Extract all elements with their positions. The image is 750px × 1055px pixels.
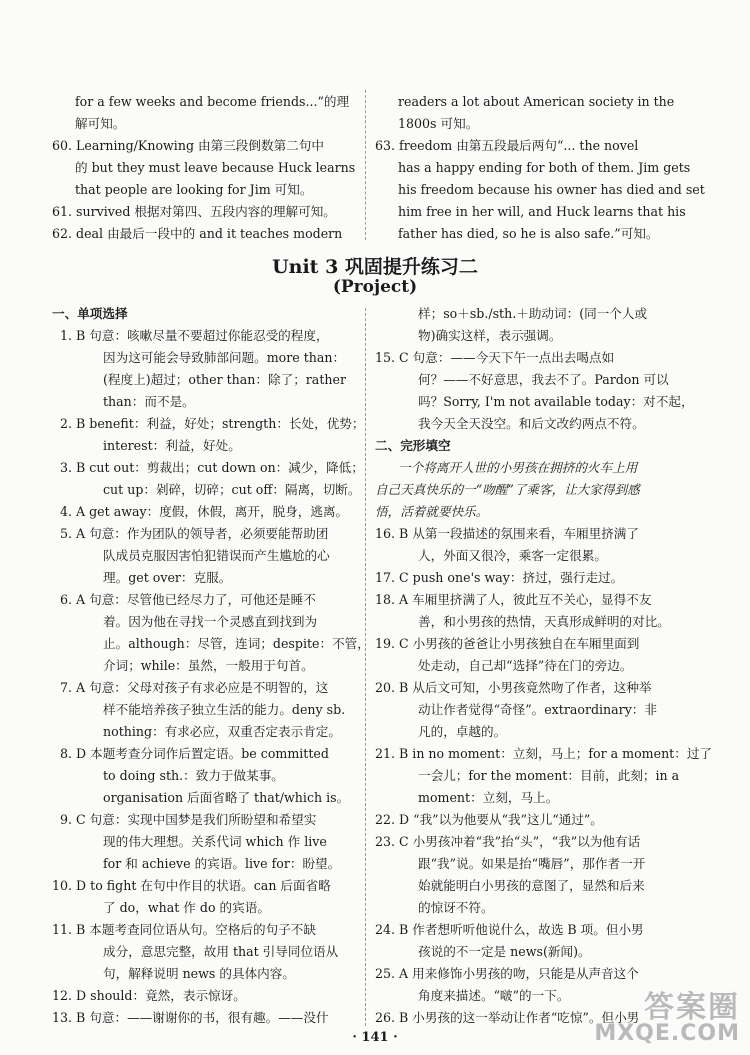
column-divider (365, 90, 366, 240)
text-line: 了 do，what 作 do 的宾语。 (103, 900, 270, 915)
answer-item: 3. B cut out：剪裁出；cut down on：减少，降低； (60, 460, 364, 475)
answer-item: 7. A 句意：父母对孩子有求必应是不明智的，这 (60, 680, 329, 695)
text-line: 句，解释说明 news 的具体内容。 (103, 966, 295, 981)
unit-title: Unit 3 巩固提升练习二 (272, 256, 478, 278)
text-line: him free in her will, and Huck learns that his (398, 204, 686, 219)
answer-item: 10. D to fight 在句中作目的状语。can 后面省略 (52, 878, 331, 893)
text-line: 物)确实这样，表示强调。 (418, 328, 562, 343)
text-line: 人，外面又很冷，乘客一定很累。 (418, 548, 607, 563)
text-line: 1800s 可知。 (398, 116, 479, 131)
answer-item: 5. A 句意：作为团队的领导者，必须要能帮助团 (60, 526, 329, 541)
answer-item: 18. A 车厢里挤满了人，彼此互不关心，显得不友 (375, 592, 652, 607)
text-line: 我今天全天没空。和后文改约两点不符。 (418, 416, 645, 431)
text-line: 处走动，自己却“选择”待在门的旁边。 (418, 658, 633, 673)
answer-item: 12. D should：竟然，表示惊讶。 (52, 988, 246, 1003)
text-line: 理。get over：克服。 (103, 570, 232, 585)
answer-item: 1. B 句意：咳嗽尽量不要超过你能忍受的程度， (60, 328, 329, 343)
text-line: 样；so＋sb./sth.＋助动词：(同一个人或 (418, 306, 648, 321)
text-line: 成分，意思完整，故用 that 引导同位语从 (103, 944, 339, 959)
text-line: father has died, so he is also safe.”可知。 (398, 226, 659, 241)
answer-item: 24. B 作者想听听他说什么，故选 B 项。但小男 (375, 922, 644, 937)
answer-item: 6. A 句意：尽管他已经尽力了，可他还是睡不 (60, 592, 316, 607)
text-line: 介词；while：虽然，一般用于句首。 (103, 658, 314, 673)
answer-item: 62. deal 由最后一段中的 and it teaches modern (52, 226, 343, 241)
answer-item: 8. D 本题考查分词作后置定语。be committed (60, 746, 329, 761)
text-line: for 和 achieve 的宾语。live for：盼望。 (103, 856, 341, 871)
section-heading: 二、完形填空 (375, 438, 451, 453)
text-line: 解可知。 (75, 116, 126, 131)
watermark-logo (594, 990, 740, 1047)
answer-item: 21. B in no moment：立刻，马上；for a moment：过了 (375, 746, 713, 761)
section-heading: 一、单项选择 (52, 306, 128, 321)
text-line: 始就能明白小男孩的意图了，显然和后来 (418, 878, 645, 893)
answer-item: 60. Learning/Knowing 由第三段倒数第二句中 (52, 138, 324, 153)
unit-subtitle: (Project) (332, 277, 418, 297)
text-line: 的 but they must leave because Huck learns (75, 160, 356, 175)
text-line: readers a lot about American society in the (398, 94, 675, 109)
answer-item: 25. A 用来修饰小男孩的吻，只能是从声音这个 (375, 966, 639, 981)
answer-item: 16. B 从第一段描述的氛围来看，车厢里挤满了 (375, 526, 639, 541)
text-line: organisation 后面省略了 that/which is。 (103, 790, 350, 805)
text-line: has a happy ending for both of them. Jim gets (398, 160, 691, 175)
text-line: 队成员克服因害怕犯错误而产生尴尬的心 (103, 548, 330, 563)
answer-item: 20. B 从后文可知，小男孩竟然吻了作者，这种举 (375, 680, 652, 695)
text-line: than：而不是。 (103, 394, 195, 409)
answer-item: 26. B 小男孩的这一举动让作者“吃惊”。但小男 (375, 1010, 640, 1025)
text-line: 孩说的不一定是 news(新闻)。 (418, 944, 591, 959)
page-number: · 141 · (352, 1030, 398, 1045)
summary-text: 一个将离开人世的小男孩在拥挤的火车上用 (398, 460, 638, 475)
answer-item: 4. A get away：度假，休假，离开，脱身，逃离。 (60, 504, 349, 519)
text-line: 因为这可能会导致肺部问题。more than： (103, 350, 346, 365)
answer-item: 23. C 小男孩冲着“我”抬“头”，“我”以为他有话 (375, 834, 641, 849)
summary-text: 自己天真快乐的一“吻醒”了乘客，让大家得到感 (375, 482, 640, 497)
text-line: 凡的，卓越的。 (418, 724, 507, 739)
text-line: nothing：有求必应，双重否定表示肯定。 (103, 724, 341, 739)
text-line: 动让作者觉得“奇怪”。extraordinary：非 (418, 702, 657, 717)
text-line: (程度上)超过；other than：除了；rather (103, 372, 346, 387)
text-line: to doing sth.：致力于做某事。 (103, 768, 284, 783)
text-line: 角度来描述。“啵”的一下。 (418, 988, 570, 1003)
text-line: 样不能培养孩子独立生活的能力。deny sb. (103, 702, 346, 717)
text-line: moment：立刻，马上。 (418, 790, 559, 805)
column-divider (365, 308, 366, 1026)
text-line: 何？——不好意思，我去不了。Pardon 可以 (418, 372, 669, 387)
answer-item: 17. C push one's way：挤过，强行走过。 (375, 570, 624, 585)
answer-item: 11. B 本题考查同位语从句。空格后的句子不缺 (52, 922, 316, 937)
text-line: that people are looking for Jim 可知。 (75, 182, 313, 197)
text-line: 着。因为他在寻找一个灵感直到找到为 (103, 614, 318, 629)
text-line: 善，和小男孩的热情，天真形成鲜明的对比。 (418, 614, 670, 629)
text-line: cut up：剁碎，切碎；cut off：隔离，切断。 (103, 482, 361, 497)
text-line: 吗？Sorry, I'm not available today：对不起， (418, 394, 694, 409)
answer-item: 13. B 句意：——谢谢你的书，很有趣。——没什 (52, 1010, 329, 1025)
answer-item: 63. freedom 由第五段最后两句“... the novel (375, 138, 639, 153)
text-line: for a few weeks and become friends...”的理 (75, 94, 350, 109)
text-line: his freedom because his owner has died and set (398, 182, 705, 197)
text-line: 跟“我”说。如果是抬“嘴唇”，那作者一开 (418, 856, 646, 871)
watermark-text: 答案圈 (644, 990, 740, 1025)
answer-item: 9. C 句意：实现中国梦是我们所盼望和希望实 (60, 812, 317, 827)
text-line: interest：利益，好处。 (103, 438, 241, 453)
text-line: 一会儿；for the moment：目前，此刻；in a (418, 768, 680, 783)
answer-item: 19. C 小男孩的爸爸让小男孩独自在车厢里面到 (375, 636, 640, 651)
text-line: 现的伟大理想。关系代词 which 作 live (103, 834, 327, 849)
watermark-url: MXQE.COM (594, 1021, 740, 1046)
text-line: 的惊讶不符。 (418, 900, 494, 915)
text-line: 止。although：尽管，连词；despite：不管， (103, 636, 370, 651)
summary-text: 悟，活着就要快乐。 (375, 504, 489, 519)
answer-item: 15. C 句意：——今天下午一点出去喝点如 (375, 350, 615, 365)
answer-item: 2. B benefit：利益，好处；strength：长处，优势； (60, 416, 365, 431)
answer-item: 22. D “我”以为他要从“我”这儿“通过”。 (375, 812, 603, 827)
answer-item: 61. survived 根据对第四、五段内容的理解可知。 (52, 204, 336, 219)
